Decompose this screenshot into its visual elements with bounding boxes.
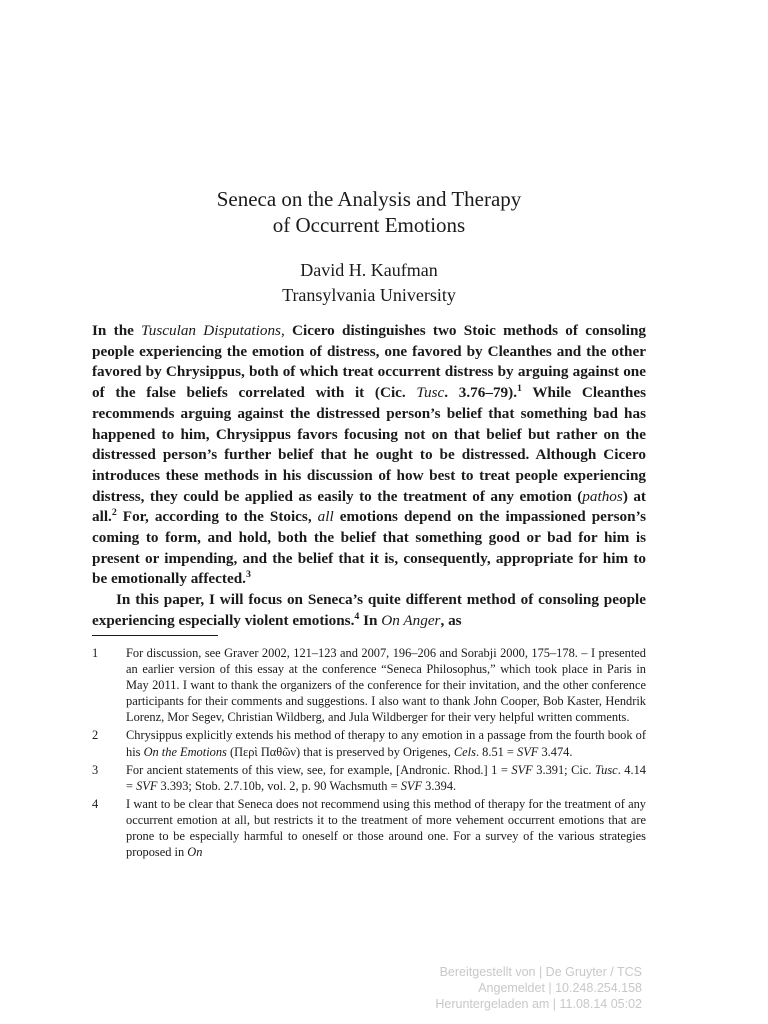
footnote-ref-4[interactable]: 4: [354, 610, 360, 622]
article-title: [0, 186, 738, 238]
footnote-1: [92, 645, 646, 725]
footnote-3: [92, 762, 646, 794]
footnote-text: Chrysippus explicitly extends his method of therapy to any emotion in a passage from the fourth book of his On the Emotions (Περὶ Παθῶν) that is preserved by Origenes, Cels. 8.51 = SVF 3.474.: [126, 728, 646, 759]
footnote-ref-3[interactable]: 3: [245, 569, 251, 581]
footnote-4: [92, 796, 646, 860]
author-affiliation: Transylvania University: [282, 285, 456, 305]
footnote-number: 3: [92, 762, 99, 777]
footnote-divider: [92, 635, 218, 636]
author-block: [0, 258, 738, 308]
footnote-text: For ancient statements of this view, see, for example, [Andronic. Rhod.] 1 = SVF 3.391; Cic. Tusc. 4.14 = SVF 3.393; Stob. 2.7.10b, vol. 2, p. 90 Wachsmuth = SVF 3.394.: [126, 762, 646, 793]
title-line-2: of Occurrent Emotions: [272, 213, 466, 237]
footnote-text: I want to be clear that Seneca does not recommend using this method of therapy for the treatment of any occurrent emotion at all, but restricts it to the treatment of more vehement occurrent emotions that are prone to be especially harmful to oneself or those around one. For a survey of the various strategies proposed in On: [126, 796, 646, 860]
abstract-body: [92, 321, 646, 632]
author-name: David H. Kaufman: [300, 260, 438, 280]
watermark-line-1: Bereitgestellt von | De Gruyter / TCS: [439, 965, 642, 979]
footnote-text: For discussion, see Graver 2002, 121–123 and 2007, 196–206 and Sorabji 2000, 175–178. – I presented an earlier version of this essay at the conference “Seneca Philosophus,” which took place in Paris in May 2011. I want to thank the organizers of the conference for their invitation, and the other conference participants for their comments and suggestions. I also want to thank John Cooper, Bob Kaster, Hendrik Lorenz, Mor Segev, Christian Wildberg, and Jula Wildberger for their very helpful written comments.: [126, 646, 646, 725]
footnote-ref-2[interactable]: 2: [111, 507, 117, 519]
footnote-number: 2: [92, 728, 99, 743]
footnotes: [92, 645, 646, 862]
watermark-line-2: Angemeldet | 10.248.254.158: [478, 981, 642, 995]
watermark-line-3: Heruntergeladen am | 11.08.14 05:02: [435, 997, 642, 1011]
footnote-number: 1: [92, 646, 99, 660]
paragraph-1: In the Tusculan Disputations, Cicero distinguishes two Stoic methods of consoling people experiencing the emotion of distress, one favored by Cleanthes and the other favored by Chrysippus, both of which treat occurrent distress by arguing against one of the false beliefs correlated with it (Cic. Tusc. 3.76–79).$^1$ While Cleanthes recommends arguing against the distressed person’s belief that something bad has happened to him, Chrysippus favors focusing not on that belief but rather on the distressed person’s further belief that he ought to be distressed. Although Cicero introduces these methods in his discussion of how best to treat people experiencing distress, they could be applied as easily to the treatment of any emotion (pathos) at all.$^2$ For, according to the Stoics, all emotions depend on the impassioned person’s coming to form, and hold, both the belief that something good or bad for him is present or impending, and the belief that it is, consequently, appropriate for him to be emotionally affected.$^3$: [92, 322, 647, 588]
footnote-2: [92, 727, 646, 759]
footnote-number: 4: [92, 796, 99, 811]
italic-title: Tusculan Disputations,: [141, 322, 285, 339]
download-watermark: [342, 964, 642, 1012]
paragraph-2: In this paper, I will focus on Seneca’s quite different method of consoling people experiencing especially violent emotions.$^4$ In On Anger, as: [92, 591, 646, 629]
footnote-ref-1[interactable]: 1: [517, 383, 522, 395]
title-line-1: Seneca on the Analysis and Therapy: [216, 187, 522, 211]
